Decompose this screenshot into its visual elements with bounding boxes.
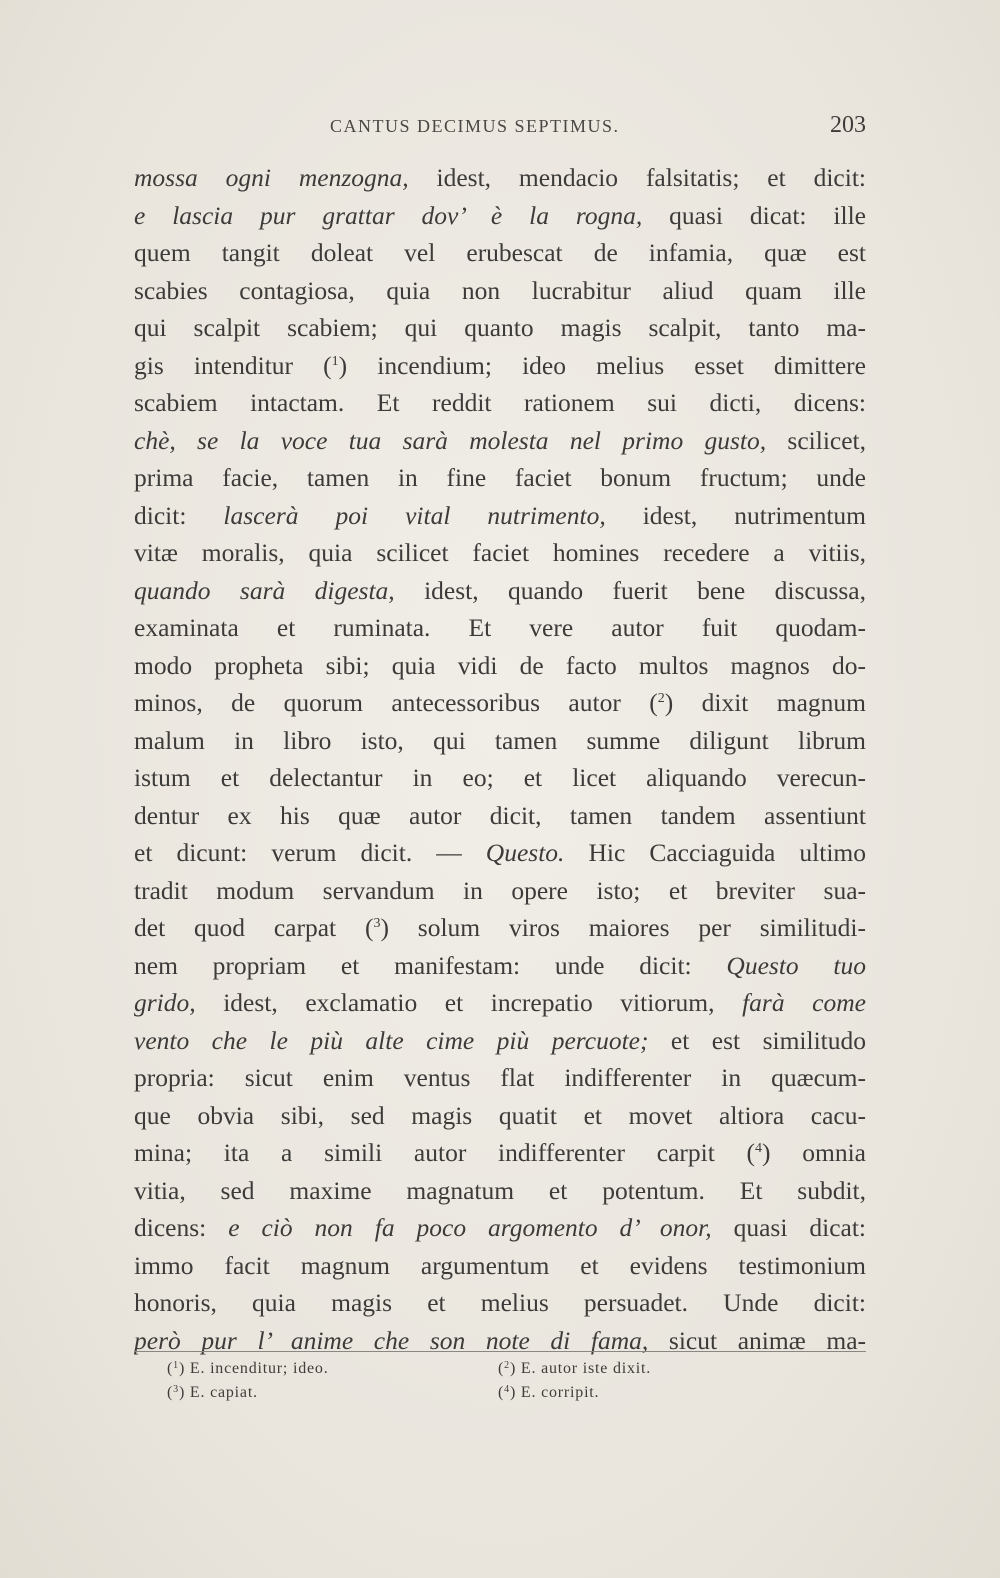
text-run: mina; ita a simili autor indifferenter carpit ( [134, 1138, 756, 1167]
italic-quote: però pur l’ anime che son note di fama, [134, 1325, 649, 1355]
text-run: ) omnia [762, 1138, 866, 1167]
text-run: idest, mendacio falsitatis; et dicit: [408, 163, 866, 192]
text-line [134, 347, 866, 385]
text-line [134, 1284, 866, 1322]
text-line [134, 722, 866, 760]
text-line [134, 1209, 866, 1247]
text-line [134, 534, 866, 572]
text-line [134, 272, 866, 310]
text-run: ) incendium; ideo melius esset dimittere [338, 350, 866, 380]
text-line [134, 1247, 866, 1285]
italic-quote: quando sarà digesta, [134, 575, 395, 605]
italic-quote: mossa ogni menzogna, [134, 163, 409, 192]
text-line [134, 422, 866, 460]
text-line [134, 984, 866, 1022]
text-line [134, 1059, 866, 1097]
text-line [134, 159, 866, 197]
text-line [134, 834, 866, 872]
text-run: gis intenditur ( [134, 350, 332, 380]
text-run: dicit: [134, 500, 224, 530]
text-line [134, 197, 866, 235]
text-run: tradit modum servandum in opere isto; et breviter sua- [134, 875, 866, 905]
text-run: scabiem intactam. Et reddit rationem sui dicti, dicens: [134, 388, 866, 417]
footnote: ($^4$) E. corripit. [498, 1384, 600, 1401]
text-run: scabies contagiosa, quia non lucrabitur aliud quam ille [134, 275, 866, 305]
page-number: 203 [830, 112, 866, 138]
running-head: CANTUS DECIMUS SEPTIMUS. [330, 116, 620, 136]
text-run: vitæ moralis, quia scilicet faciet homines recedere a vitiis, [134, 538, 866, 567]
text-line [134, 647, 866, 685]
text-run: dentur ex his quæ autor dicit, tamen tandem assentiunt [134, 800, 866, 830]
footnote-ref: 2 [657, 691, 665, 706]
text-line [134, 872, 866, 910]
footnote-ref: 1 [331, 353, 339, 369]
text-line [134, 797, 866, 835]
footnote: ($^3$) E. capiat. [167, 1384, 258, 1401]
text-run: idest, nutrimentum [605, 500, 866, 530]
text-run: malum in libro isto, qui tamen summe diligunt librum [134, 725, 866, 755]
text-run: vitia, sed maxime magnatum et potentum. Et subdit, [134, 1175, 866, 1205]
text-line [134, 572, 866, 610]
italic-quote: chè, se la voce tua sarà molesta nel primo gusto, [134, 425, 767, 455]
text-run: istum et delectantur in eo; et licet aliquando verecun- [134, 763, 866, 792]
text-run: nem propriam et manifestam: unde dicit: [134, 950, 727, 980]
italic-quote: Questo tuo [726, 950, 866, 980]
italic-quote: e lascia pur grattar dov’ è la rogna, [134, 200, 643, 230]
text-run: quem tangit doleat vel erubescat de infamia, quæ est [134, 238, 866, 267]
text-line [134, 1022, 866, 1060]
text-run: dicens: [134, 1213, 229, 1242]
text-run: immo facit magnum argumentum et evidens testimonium [134, 1250, 866, 1280]
italic-quote: farà come [742, 988, 866, 1017]
text-run: honoris, quia magis et melius persuadet. Unde dicit: [134, 1288, 866, 1317]
text-line [134, 384, 866, 422]
text-run: et est similitudo [648, 1025, 866, 1055]
footnote-ref: 3 [373, 916, 381, 931]
text-run: ) solum viros maiores per similitudi- [380, 913, 866, 942]
text-run: scilicet, [766, 425, 866, 455]
text-line [134, 1322, 866, 1360]
footnote: ($^2$) E. autor iste dixit. [498, 1360, 652, 1377]
text-line [134, 909, 866, 947]
text-run: idest, exclamatio et increpatio vitiorum, [195, 988, 743, 1017]
body-text [134, 159, 866, 1359]
text-run: examinata et ruminata. Et vere autor fuit quodam- [134, 613, 866, 642]
text-line [134, 309, 866, 347]
page-header [134, 112, 866, 146]
text-run: ) dixit magnum [664, 688, 866, 717]
text-line [134, 234, 866, 272]
text-line [134, 947, 866, 985]
text-run: idest, quando fuerit bene discussa, [394, 575, 866, 605]
text-line [134, 1134, 866, 1172]
text-line [134, 497, 866, 535]
italic-quote: vento che le più alte cime più percuote; [134, 1025, 649, 1055]
text-run: minos, de quorum antecessoribus autor ( [134, 688, 658, 717]
footnote-rule [134, 1351, 866, 1352]
text-run: Hic Cacciaguida ultimo [564, 838, 866, 867]
text-run: qui scalpit scabiem; qui quanto magis scalpit, tanto ma- [134, 313, 866, 342]
text-line [134, 459, 866, 497]
text-line [134, 1172, 866, 1210]
text-line [134, 684, 866, 722]
italic-quote: lascerà poi vital nutrimento, [223, 500, 606, 530]
text-run: det quod carpat ( [134, 913, 374, 942]
text-run: sicut animæ ma- [648, 1325, 866, 1355]
text-line [134, 609, 866, 647]
text-run: et dicunt: verum dicit. — [134, 838, 486, 867]
italic-quote: Questo. [485, 838, 565, 867]
italic-quote: e ciò non fa poco argomento d’ onor, [228, 1213, 712, 1242]
italic-quote: grido, [134, 988, 196, 1017]
text-run: propria: sicut enim ventus flat indifferenter in quæcum- [134, 1063, 866, 1092]
text-line [134, 759, 866, 797]
text-run: quasi dicat: [711, 1213, 866, 1242]
footnote: ($^1$) E. incenditur; ideo. [167, 1360, 329, 1377]
text-run: prima facie, tamen in fine faciet bonum fructum; unde [134, 463, 866, 492]
footnote-ref: 4 [755, 1141, 763, 1156]
text-run: que obvia sibi, sed magis quatit et movet altiora cacu- [134, 1100, 866, 1130]
text-line [134, 1097, 866, 1135]
text-run: modo propheta sibi; quia vidi de facto multos magnos do- [134, 650, 866, 680]
text-run: quasi dicat: ille [642, 200, 866, 230]
